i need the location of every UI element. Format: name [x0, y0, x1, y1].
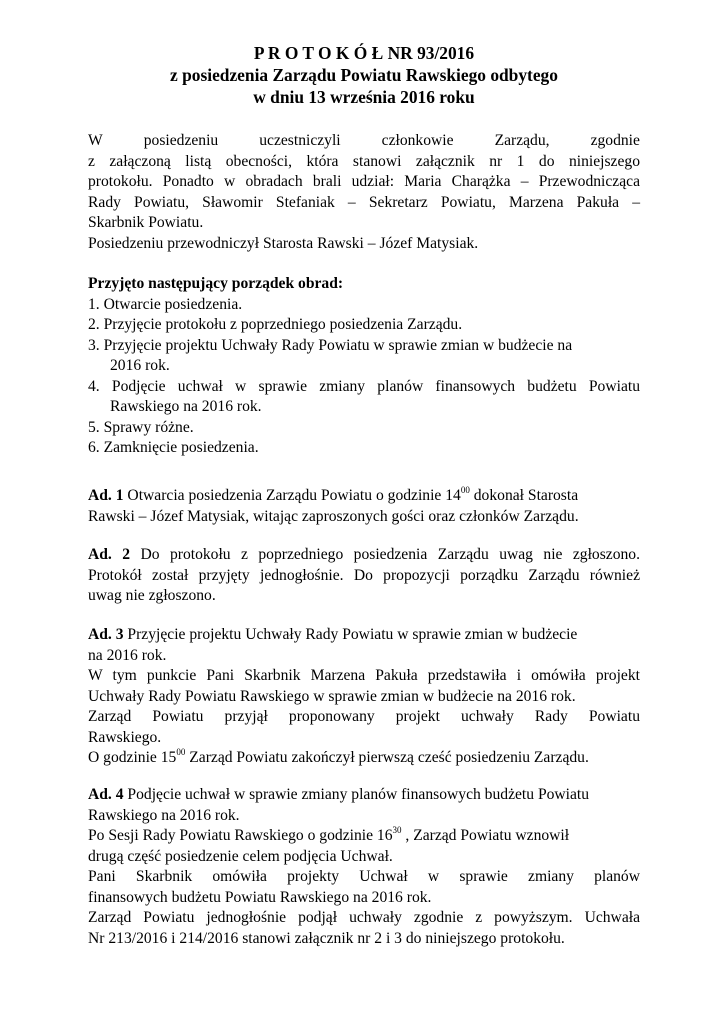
ad1-section	[88, 486, 640, 527]
ad4-line-5: Pani Skarbnik omówiła projekty Uchwał w sprawie zmiany planów	[88, 868, 640, 885]
agenda-heading: Przyjęto następujący porządek obrad:	[88, 275, 344, 292]
ad4-line-1	[88, 785, 640, 806]
ad1-superscript: 00	[460, 485, 470, 495]
ad3-superscript: 00	[176, 747, 186, 757]
ad2-text: Do protokołu z poprzedniego posiedzenia Zarządu uwag nie zgłoszono.	[130, 546, 640, 563]
ad3-line-1	[88, 625, 640, 646]
intro-word: zgodnie	[590, 132, 640, 149]
ad1-label: Ad. 1	[88, 487, 124, 504]
ad2-label: Ad. 2	[88, 546, 131, 563]
agenda-item-2: 2. Przyjęcie protokołu z poprzedniego posiedzenia Zarządu.	[88, 316, 463, 333]
ad4-label: Ad. 4	[88, 786, 124, 803]
intro-line-5: Skarbnik Powiatu.	[88, 214, 204, 231]
agenda	[88, 274, 640, 459]
agenda-item-5: 5. Sprawy różne.	[88, 418, 194, 436]
ad4-line-2: Rawskiego na 2016 rok.	[88, 806, 240, 824]
ad3-line-4: Uchwały Rady Powiatu Rawskiego w sprawie zmian w budżecie na 2016 rok.	[88, 687, 576, 705]
title-line-2: z posiedzenia Zarządu Powiatu Rawskiego odbytego	[170, 65, 558, 85]
agenda-item-3-cont: 2016 rok.	[110, 357, 170, 374]
ad4-superscript: 30	[392, 825, 402, 835]
ad3-line-7	[88, 748, 640, 769]
ad3-text: O godzinie 15	[88, 749, 177, 766]
agenda-item-3: 3. Przyjęcie projektu Uchwały Rady Powiatu w sprawie zmian w budżecie na	[88, 336, 573, 354]
intro-word: posiedzeniu	[143, 132, 219, 149]
ad3-text: Zarząd Powiatu zakończył pierwszą cześć posiedzeniu Zarządu.	[185, 749, 589, 766]
intro-line-3: protokołu. Ponadto w obradach brali udział: Maria Charążka – Przewodnicząca	[88, 173, 640, 190]
ad4-line-8: Nr 213/2016 i 214/2016 stanowi załącznik nr 2 i 3 do niniejszego protokołu.	[88, 929, 565, 947]
ad1-text: dokonał Starosta	[469, 487, 579, 504]
intro-word: członkowie	[381, 132, 454, 149]
title-line-3: w dniu 13 września 2016 roku	[253, 87, 475, 107]
agenda-item-4-cont: Rawskiego na 2016 rok.	[110, 398, 262, 415]
intro-word: Zarządu,	[494, 132, 550, 149]
agenda-item-6: 6. Zamknięcie posiedzenia.	[88, 439, 259, 456]
ad2-line-1	[88, 545, 640, 566]
ad1-line-2: Rawski – Józef Matysiak, witając zaproszonych gości oraz członków Zarządu.	[88, 507, 579, 525]
ad2-section	[88, 545, 640, 607]
ad3-section	[88, 625, 640, 769]
ad4-text: Podjęcie uchwał w sprawie zmiany planów finansowych budżetu Powiatu	[123, 786, 590, 803]
ad4-text: Po Sesji Rady Powiatu Rawskiego o godzinie 16	[88, 827, 393, 844]
intro-line-1	[88, 131, 640, 152]
ad3-line-6: Rawskiego.	[88, 728, 162, 746]
ad2-line-2: Protokół został przyjęty jednogłośnie. Do propozycji porządku Zarządu również	[88, 566, 640, 584]
intro-word: W	[88, 132, 103, 149]
ad3-text: Przyjęcie projektu Uchwały Rady Powiatu w sprawie zmian w budżecie	[123, 626, 578, 643]
document-title	[88, 42, 640, 108]
intro-line-2: z załączoną listą obecności, która stanowi załącznik nr 1 do niniejszego	[88, 152, 640, 170]
ad3-label: Ad. 3	[88, 626, 124, 643]
agenda-item-4: 4. Podjęcie uchwał w sprawie zmiany planów finansowych budżetu Powiatu	[88, 377, 640, 395]
ad1-text: Otwarcia posiedzenia Zarządu Powiatu o godzinie 14	[123, 487, 461, 504]
ad4-line-6: finansowych budżetu Powiatu Rawskiego na 2016 rok.	[88, 888, 432, 906]
intro-word: uczestniczyli	[259, 132, 341, 149]
ad3-line-5: Zarząd Powiatu przyjął proponowany projekt uchwały Rady Powiatu	[88, 708, 640, 725]
title-line-1: P R O T O K Ó Ł NR 93/2016	[253, 43, 475, 63]
intro-line-6: Posiedzeniu przewodniczył Starosta Rawski – Józef Matysiak.	[88, 234, 479, 252]
ad1-line-1	[88, 486, 640, 507]
ad3-line-2: na 2016 rok.	[88, 646, 167, 664]
ad4-line-4: drugą część posiedzenie celem podjęcia Uchwał.	[88, 847, 393, 865]
ad4-line-7: Zarząd Powiatu jednogłośnie podjął uchwały zgodnie z powyższym. Uchwała	[88, 909, 640, 926]
intro-line-4: Rady Powiatu, Sławomir Stefaniak – Sekretarz Powiatu, Marzena Pakuła –	[88, 193, 640, 211]
ad2-line-3: uwag nie zgłoszono.	[88, 587, 216, 604]
intro-paragraph	[88, 131, 640, 254]
agenda-item-1: 1. Otwarcie posiedzenia.	[88, 295, 243, 313]
ad3-line-3: W tym punkcie Pani Skarbnik Marzena Pakuła przedstawiła i omówiła projekt	[88, 667, 640, 684]
ad4-section	[88, 785, 640, 949]
ad4-text: , Zarząd Powiatu wznowił	[401, 827, 570, 844]
ad4-line-3	[88, 826, 640, 847]
